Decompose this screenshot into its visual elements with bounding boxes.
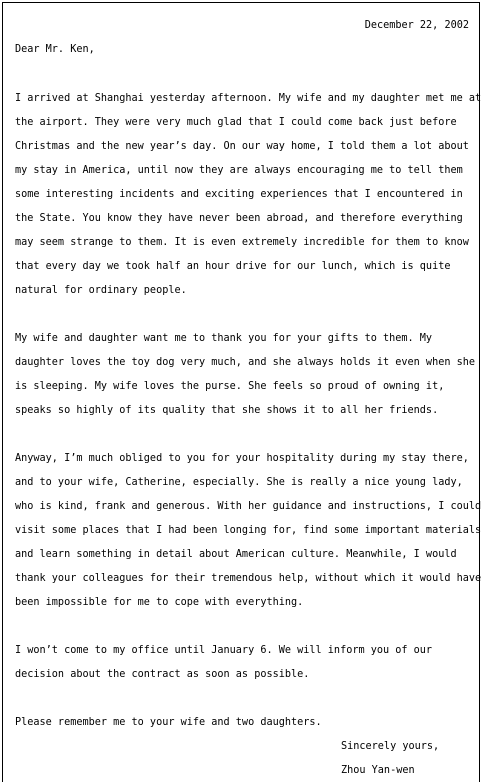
paragraph-line: some interesting incidents and exciting experiences that I encountered in: [15, 189, 463, 200]
paragraph-line: that every day we took half an hour drive for our lunch, which is quite: [15, 261, 451, 272]
paragraph-line: Christmas and the new year’s day. On our way home, I told them a lot about: [15, 141, 469, 152]
paragraph-line: is sleeping. My wife loves the purse. She feels so proud of owning it,: [15, 381, 445, 392]
paragraph-line: speaks so highly of its quality that she shows it to all her friends.: [15, 405, 439, 416]
paragraph-line: thank your colleagues for their tremendous help, without which it would have: [15, 573, 482, 584]
letter-page: [2, 2, 480, 782]
salutation: Dear Mr. Ken,: [15, 44, 95, 55]
paragraph-line: and learn something in detail about American culture. Meanwhile, I would: [15, 549, 457, 560]
paragraph-line: My wife and daughter want me to thank you for your gifts to them. My: [15, 333, 433, 344]
paragraph-line: been impossible for me to cope with everything.: [15, 597, 304, 608]
paragraph-line: who is kind, frank and generous. With her guidance and instructions, I could: [15, 501, 482, 512]
paragraph-line: natural for ordinary people.: [15, 285, 187, 296]
paragraph-line: decision about the contract as soon as possible.: [15, 669, 310, 680]
paragraph-line: Please remember me to your wife and two daughters.: [15, 717, 322, 728]
paragraph-line: daughter loves the toy dog very much, and she always holds it even when she: [15, 357, 476, 368]
paragraph-line: Anyway, I’m much obliged to you for your hospitality during my stay there,: [15, 453, 469, 464]
paragraph-line: and to your wife, Catherine, especially. She is really a nice young lady,: [15, 477, 463, 488]
closing: Sincerely yours,: [341, 741, 440, 752]
letter-date: December 22, 2002: [364, 20, 469, 31]
paragraph-line: the airport. They were very much glad that I could come back just before: [15, 117, 457, 128]
paragraph-line: visit some places that I had been longing for, find some important materials: [15, 525, 482, 536]
signature: Zhou Yan-wen: [341, 765, 415, 776]
paragraph-line: I won’t come to my office until January 6. We will inform you of our: [15, 645, 433, 656]
paragraph-line: I arrived at Shanghai yesterday afternoon. My wife and my daughter met me at: [15, 93, 482, 104]
paragraph-line: the State. You know they have never been abroad, and therefore everything: [15, 213, 463, 224]
paragraph-line: my stay in America, until now they are always encouraging me to tell them: [15, 165, 463, 176]
paragraph-line: may seem strange to them. It is even extremely incredible for them to know: [15, 237, 469, 248]
